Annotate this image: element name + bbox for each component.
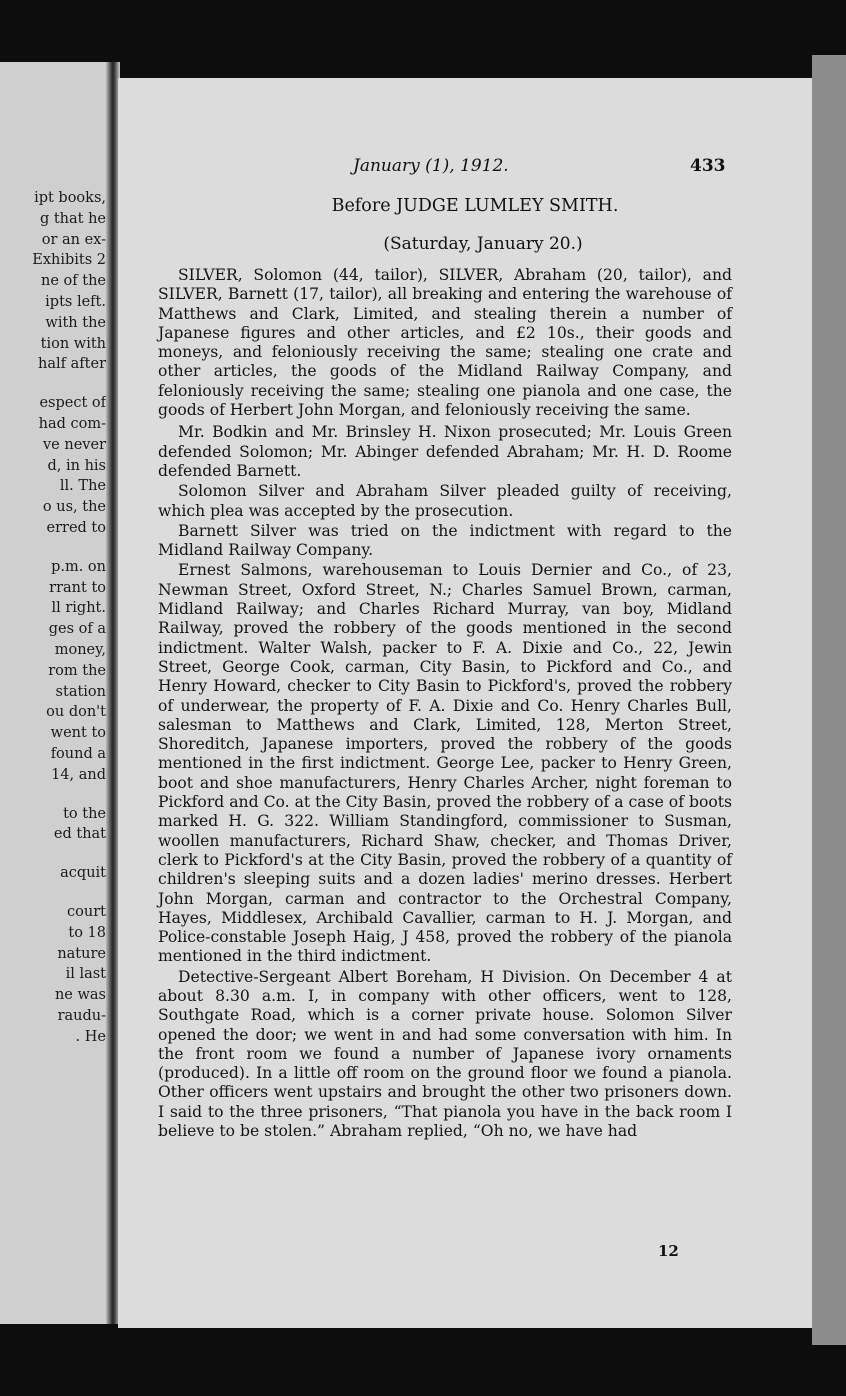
left-page-line: acquit (60, 865, 106, 882)
right-page (118, 78, 812, 1328)
left-page-line: to the (63, 805, 106, 822)
left-page-line: found a (50, 746, 106, 762)
left-page-line: had com- (38, 416, 106, 432)
left-page-line: ll right. (51, 600, 106, 617)
left-page-line: with the (45, 314, 106, 331)
left-page-line: erred to (46, 520, 106, 536)
running-title: January (1), 1912. (353, 156, 509, 176)
left-page-line: ipts left. (45, 294, 106, 310)
left-page-line: rom the (48, 662, 106, 679)
page-number: 433 (690, 156, 726, 176)
date-line: (Saturday, January 20.) (383, 234, 583, 254)
left-page-line: 14, and (51, 766, 106, 783)
indictment-paragraph: SILVER, Solomon (44, tailor), SILVER, Abraham (20, tailor), and SILVER, Barnett (17, tailor), all breaking and entering the warehouse of Matthews and Clark, Limited, and stealing therein a number of Japanese figures and other articles, and £2 10s., their goods and moneys, and feloniously receiving the same; stealing one crate and other articles, the goods of the Midland Railway Company, and feloniously receiving the same; stealing one pianola and one case, the goods of Herbert John Morgan, and feloniously receiving the same. (158, 266, 732, 420)
left-page-line: ne of the (41, 273, 106, 290)
left-page-line: d, in his (47, 457, 106, 474)
trial-paragraph: Barnett Silver was tried on the indictment with regard to the Midland Railway Company. (158, 521, 732, 560)
left-page-line: ve never (42, 436, 106, 453)
left-page-line: il last (65, 966, 106, 983)
left-page-line: or an ex- (41, 231, 106, 248)
left-page-line: went to (50, 725, 106, 742)
counsel-paragraph: Mr. Bodkin and Mr. Brinsley H. Nixon prosecuted; Mr. Louis Green defended Solomon; Mr. Abinger defended Abraham; Mr. H. D. Roome defended Barnett. (158, 423, 732, 480)
witnesses-paragraph: Ernest Salmons, warehouseman to Louis Dernier and Co., of 23, Newman Street, Oxford Street, N.; Charles Samuel Brown, carman, Midland Railway; and Charles Richard Murray, van boy, Midland Railway, proved the robbery of the goods mentioned in the second indictment. Walter Walsh, packer to F. A. Dixie and Co., 22, Jewin Street, George Cook, carman, City Basin, to Pickford and Co., and Henry Howard, checker to City Basin to Pickford's, proved the robbery of underwear, the property of F. A. Dixie and Co. Henry Charles Bull, salesman to Matthews and Clark, Limited, 128, Merton Street, Shoreditch, Japanese importers, proved the robbery of the goods mentioned in the first indictment. George Lee, packer to Henry Green, boot and shoe manufacturers, Henry Charles Archer, night foreman to Pickford and Co. at the City Basin, proved the robbery of a case of boots marked H. G. 322. William Standingford, commissioner to Susman, woollen manufacturers, Richard Shaw, checker, and Thomas Driver, clerk to Pickford's at the City Basin, proved the robbery of a quantity of children's sleeping suits and a dozen ladies' merino dresses. Herbert John Morgan, carman and contractor to the Orchestral Company, Hayes, Middlesex, Archibald Cavallier, carman to H. J. Morgan, and Police-constable Joseph Haig, J 458, proved the robbery of the pianola mentioned in the third indictment. (158, 561, 732, 966)
left-page-line: p.m. on (51, 558, 106, 575)
left-page-line: to 18 (68, 924, 106, 941)
left-page-line: g that he (39, 210, 106, 227)
left-page-line: Exhibits 2 (32, 252, 106, 269)
left-page-line: half after (38, 356, 106, 373)
left-page-line: rrant to (49, 579, 106, 596)
left-page-line: tion with (40, 335, 106, 352)
page-edge (812, 55, 846, 1345)
testimony-paragraph: Detective-Sergeant Albert Boreham, H Division. On December 4 at about 8.30 a.m. I, in company with other officers, went to 128, Southgate Road, which is a corner private house. Solomon Silver opened the door; we went in and had some conversation with him. In the front room we found a number of Japanese ivory ornaments (produced). In a little off room on the ground floor we found a pianola. Other officers went upstairs and brought the other two prisoners down. I said to the three prisoners, “That pianola you have in the back room I believe to be stolen.” Abraham replied, “Oh no, we have had (158, 967, 732, 1141)
left-page-line: . He (75, 1028, 106, 1045)
page-body (158, 266, 732, 1142)
left-page-line: court (67, 904, 106, 920)
left-page-line: ges of a (48, 621, 106, 638)
left-page-line: nature (57, 945, 106, 962)
left-page-line: raudu- (57, 1008, 106, 1024)
left-page-line: station (55, 683, 106, 700)
judge-heading: Before JUDGE LUMLEY SMITH. (331, 196, 619, 216)
left-page-line: ed that (53, 826, 106, 843)
left-page-line: ne was (54, 987, 106, 1004)
left-page-line: ll. The (59, 478, 106, 495)
left-page-line: money, (54, 642, 106, 658)
signature-mark: 12 (658, 1242, 679, 1260)
left-page-line: ipt books, (34, 190, 106, 206)
left-page-line: espect of (39, 395, 106, 412)
left-page-line: ou don't (46, 704, 106, 721)
left-page-fragment (0, 62, 112, 1324)
left-page-line: o us, the (42, 499, 106, 516)
plea-paragraph: Solomon Silver and Abraham Silver pleaded guilty of receiving, which plea was accepted by the prosecution. (158, 482, 732, 520)
